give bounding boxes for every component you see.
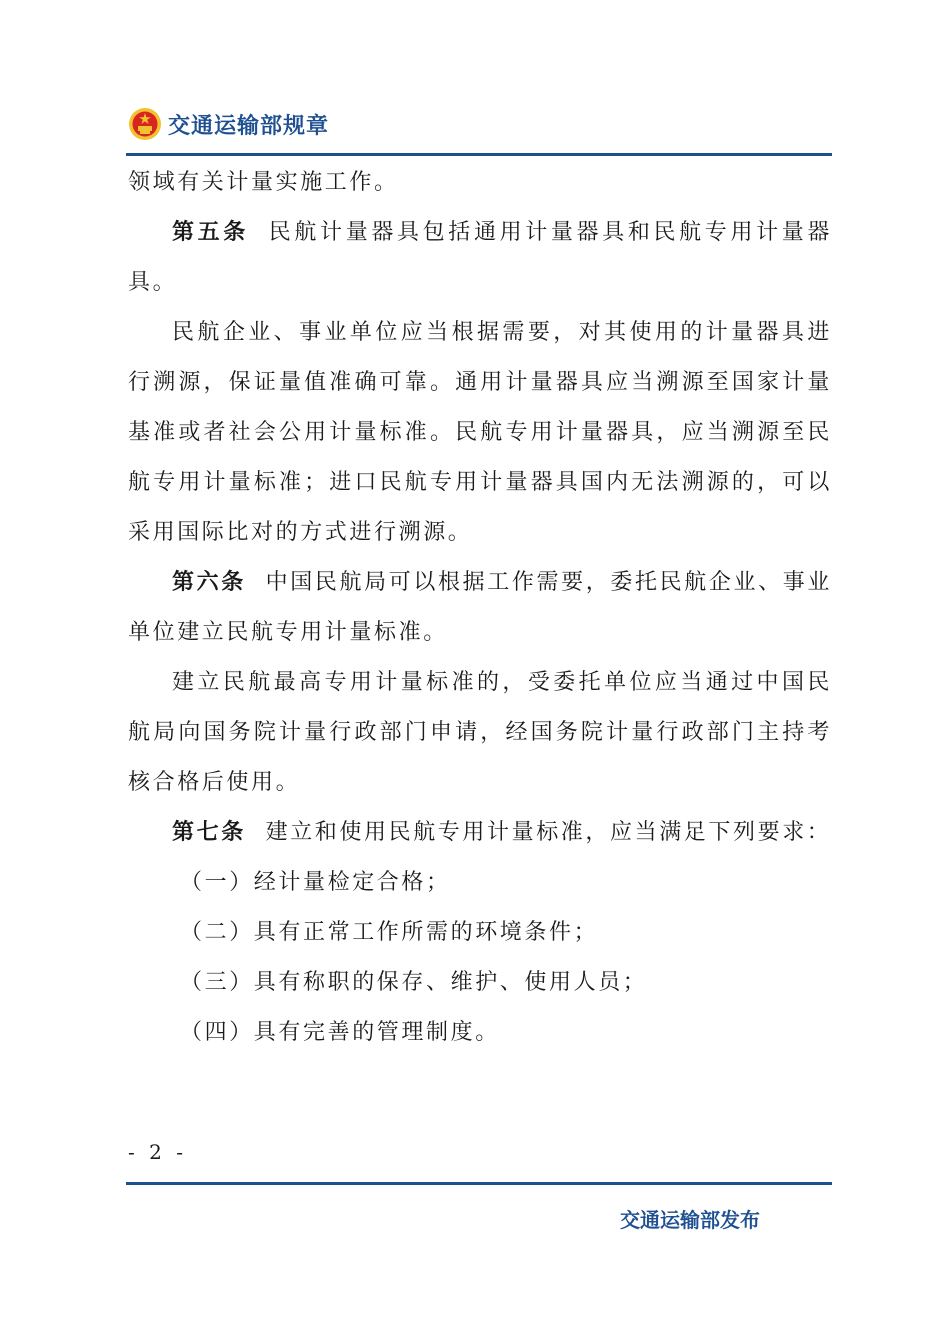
- paragraph-continued: 领域有关计量实施工作。: [128, 170, 399, 195]
- article-5-paragraph-2: 民航企业、事业单位应当根据需要，对其使用的计量器具进行溯源，保证量值准确可靠。通用计量器具应当溯源至国家计量基准或者社会公用计量标准。民航专用计量器具，应当溯源至民航专用计量标准；进口民航专用计量器具国内无法溯源的，可以采用国际比对的方式进行溯源。: [128, 320, 832, 545]
- article-7-text: 建立和使用民航专用计量标准，应当满足下列要求：: [265, 820, 832, 845]
- page-header: [128, 102, 329, 146]
- header-title: 交通运输部规章: [168, 113, 330, 139]
- page-number: - 2 -: [128, 1140, 187, 1164]
- article-5-label: 第五条: [172, 220, 249, 245]
- article-6-label: 第六条: [172, 570, 246, 595]
- list-item: （四）具有完善的管理制度。: [180, 1020, 500, 1045]
- article-5-text: 民航计量器具包括通用计量器具和民航专用计量器具。: [128, 220, 832, 295]
- list-item: （二）具有正常工作所需的环境条件；: [180, 920, 599, 945]
- list-item: （一）经计量检定合格；: [180, 870, 451, 895]
- footer-publisher: 交通运输部发布: [620, 1208, 760, 1232]
- header-divider: [126, 153, 832, 156]
- article-6-text: 中国民航局可以根据工作需要，委托民航企业、事业单位建立民航专用计量标准。: [128, 570, 832, 645]
- document-body: [128, 158, 832, 1058]
- national-emblem-icon: [128, 107, 162, 141]
- article-7-label: 第七条: [172, 820, 246, 845]
- article-7: [128, 808, 832, 858]
- article-6: [128, 558, 832, 658]
- article-6-paragraph-2: 建立民航最高专用计量标准的，受委托单位应当通过中国民航局向国务院计量行政部门申请，经国务院计量行政部门主持考核合格后使用。: [128, 670, 832, 795]
- article-5: [128, 208, 832, 308]
- footer-divider: [126, 1182, 832, 1185]
- list-item: （三）具有称职的保存、维护、使用人员；: [180, 970, 648, 995]
